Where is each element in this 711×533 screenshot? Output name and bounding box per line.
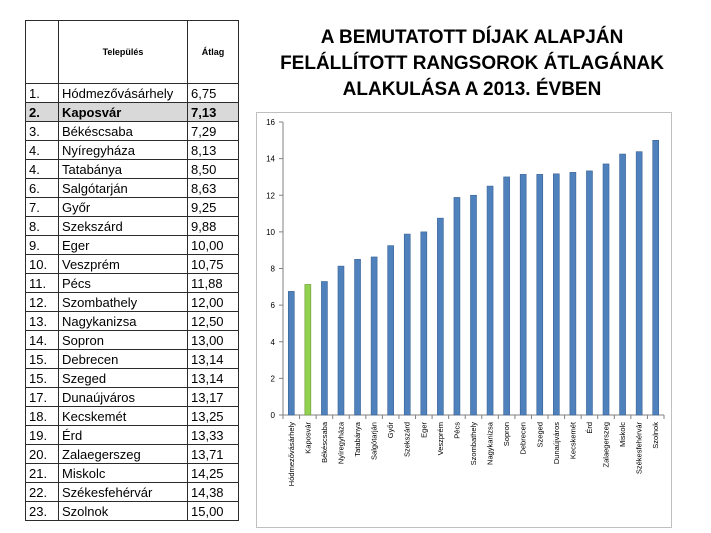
x-tick-label: Szolnok [651,422,661,449]
cell-average: 12,00 [188,293,239,312]
cell-average: 13,33 [188,426,239,445]
x-tick-label: Székesfehérvár [634,422,644,475]
table-row [26,160,239,179]
cell-city: Szolnok [59,502,188,521]
y-tick-label: 4 [270,337,275,347]
table-row [26,141,239,160]
cell-rank: 2. [26,103,59,122]
cell-average: 13,17 [188,388,239,407]
cell-rank: 12. [26,293,59,312]
cell-rank: 3. [26,122,59,141]
cell-rank: 10. [26,255,59,274]
bar [620,154,626,415]
x-tick-label: Sopron [502,422,512,447]
y-tick-label: 0 [270,411,275,420]
bar [553,174,559,415]
table-row [26,483,239,502]
header-city: Település [59,21,188,84]
cell-city: Veszprém [59,255,188,274]
page-title [262,25,682,103]
bar [653,140,659,415]
bar [636,152,642,415]
y-tick-label: 6 [270,301,275,311]
table-row [26,293,239,312]
x-tick-label: Nyíregyháza [336,422,346,465]
table-row [26,464,239,483]
table-row [26,331,239,350]
cell-rank: 19. [26,426,59,445]
table-row [26,122,239,141]
cell-average: 8,63 [188,179,239,198]
cell-city: Szeged [59,369,188,388]
ranking-table [25,20,239,521]
bar [321,282,327,415]
x-tick-label: Salgótarján [369,422,379,460]
cell-average: 13,71 [188,445,239,464]
bar [421,232,427,415]
table-row [26,407,239,426]
cell-rank: 23. [26,502,59,521]
x-tick-label: Zalaegerszeg [601,422,611,468]
header-average: Átlag [188,21,239,84]
cell-rank: 18. [26,407,59,426]
cell-rank: 21. [26,464,59,483]
cell-average: 11,88 [188,274,239,293]
cell-city: Nyíregyháza [59,141,188,160]
cell-city: Tatabánya [59,160,188,179]
cell-average: 7,13 [188,103,239,122]
cell-rank: 9. [26,236,59,255]
x-tick-label: Kecskemét [568,422,578,460]
y-tick-label: 12 [266,191,275,201]
y-tick-label: 16 [266,118,275,127]
cell-average: 8,13 [188,141,239,160]
table-row [26,445,239,464]
cell-rank: 15. [26,369,59,388]
cell-rank: 17. [26,388,59,407]
x-tick-label: Veszprém [435,422,445,456]
cell-city: Szekszárd [59,217,188,236]
x-tick-label: Szeged [535,422,545,448]
x-tick-label: Győr [386,422,396,439]
bar [520,174,526,415]
x-tick-label: Szekszárd [402,422,412,458]
table-row [26,198,239,217]
table-row [26,350,239,369]
cell-rank: 7. [26,198,59,217]
title-line-2: FELÁLLÍTOTT RANGSOROK ÁTLAGÁNAK [280,53,664,74]
cell-rank: 11. [26,274,59,293]
cell-rank: 8. [26,217,59,236]
bar [288,291,294,415]
cell-rank: 13. [26,312,59,331]
x-tick-label: Nagykanizsa [485,422,495,465]
table-row [26,388,239,407]
cell-average: 14,25 [188,464,239,483]
cell-rank: 20. [26,445,59,464]
table-row [26,84,239,103]
bar [487,186,493,415]
x-tick-label: Tatabánya [353,422,363,457]
table-header-row [26,21,239,84]
bar [586,171,592,415]
y-tick-label: 14 [266,154,275,164]
cell-rank: 6. [26,179,59,198]
x-tick-label: Kaposvár [303,422,313,454]
bar [471,195,477,415]
cell-city: Eger [59,236,188,255]
bar [437,218,443,415]
bar [355,259,361,415]
table-row [26,255,239,274]
cell-city: Nagykanizsa [59,312,188,331]
ranking-table-body [26,84,239,521]
title-line-1: A BEMUTATOTT DÍJAK ALAPJÁN [320,27,624,48]
cell-city: Debrecen [59,350,188,369]
cell-average: 9,25 [188,198,239,217]
cell-city: Kecskemét [59,407,188,426]
cell-city: Hódmezővásárhely [59,84,188,103]
x-tick-label: Miskolc [618,422,628,448]
cell-rank: 4. [26,141,59,160]
bar-chart [256,112,672,528]
bar [537,174,543,415]
cell-average: 6,75 [188,84,239,103]
table-row [26,369,239,388]
cell-average: 9,88 [188,217,239,236]
table-row [26,236,239,255]
title-line-3: ALAKULÁSA A 2013. ÉVBEN [342,79,602,100]
cell-rank: 15. [26,350,59,369]
bar [454,197,460,415]
x-tick-label: Érd [584,422,594,434]
table-row [26,103,239,122]
cell-city: Dunaújváros [59,388,188,407]
cell-city: Szombathely [59,293,188,312]
x-tick-label: Pécs [452,422,462,439]
bar [371,257,377,415]
bar [338,266,344,415]
cell-city: Sopron [59,331,188,350]
cell-average: 13,14 [188,369,239,388]
cell-city: Pécs [59,274,188,293]
x-tick-label: Szombathely [469,422,478,466]
cell-city: Békéscsaba [59,122,188,141]
cell-average: 13,25 [188,407,239,426]
table-row [26,426,239,445]
table-row [26,179,239,198]
cell-city: Zalaegerszeg [59,445,188,464]
cell-rank: 22. [26,483,59,502]
bar [388,246,394,415]
cell-city: Székesfehérvár [59,483,188,502]
cell-city: Győr [59,198,188,217]
bar [504,177,510,415]
y-tick-label: 10 [266,227,275,237]
cell-average: 10,75 [188,255,239,274]
x-tick-label: Dunaújváros [551,422,561,465]
y-tick-label: 8 [270,264,275,274]
table-row [26,312,239,331]
cell-average: 8,50 [188,160,239,179]
bar [603,164,609,415]
header-rank [26,21,59,84]
cell-rank: 14. [26,331,59,350]
cell-average: 15,00 [188,502,239,521]
cell-average: 14,38 [188,483,239,502]
bar [570,172,576,415]
cell-city: Salgótarján [59,179,188,198]
cell-city: Kaposvár [59,103,188,122]
cell-city: Miskolc [59,464,188,483]
cell-rank: 4. [26,160,59,179]
cell-average: 13,14 [188,350,239,369]
cell-average: 7,29 [188,122,239,141]
cell-rank: 1. [26,84,59,103]
y-tick-label: 2 [270,374,275,384]
x-tick-label: Eger [419,422,429,438]
bar [305,284,311,415]
cell-average: 10,00 [188,236,239,255]
cell-average: 13,00 [188,331,239,350]
cell-average: 12,50 [188,312,239,331]
cell-city: Érd [59,426,188,445]
table-row [26,274,239,293]
x-tick-label: Hódmezővásárhely [286,422,296,487]
table-row [26,502,239,521]
bar [404,234,410,415]
x-tick-label: Debrecen [518,422,528,455]
table-row [26,217,239,236]
x-tick-label: Békéscsaba [319,422,329,463]
